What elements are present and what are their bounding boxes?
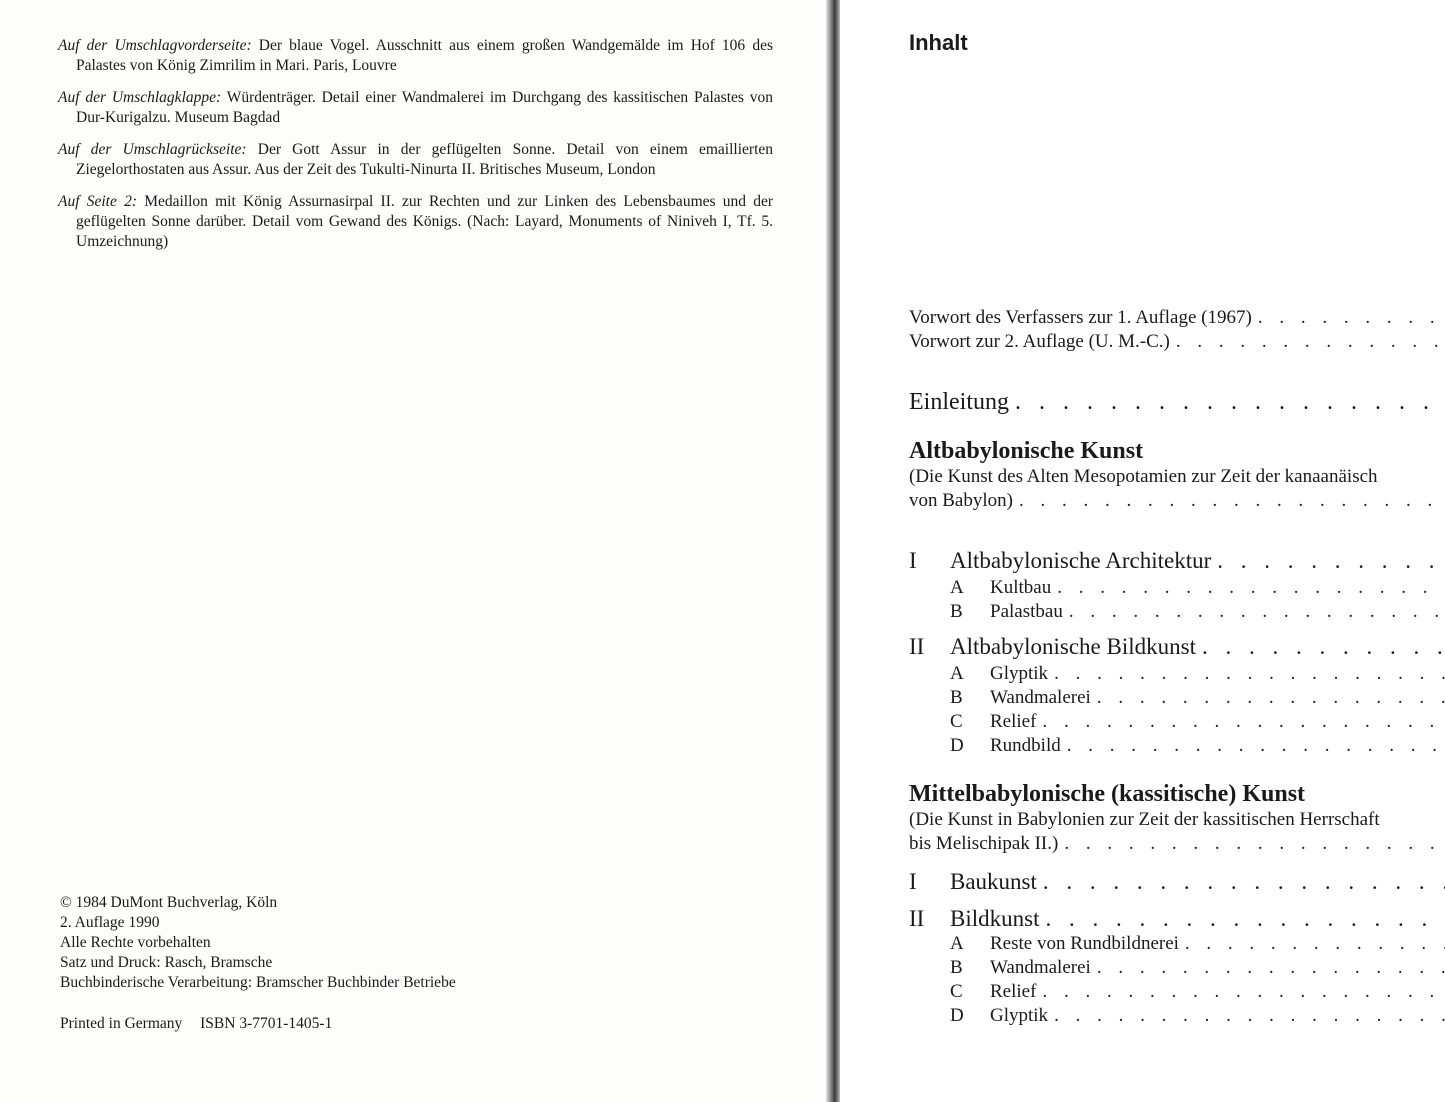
dot-leader (1202, 634, 1445, 660)
item-title: Palastbau (990, 601, 1063, 622)
toc-entry-label: Vorwort des Verfassers zur 1. Auflage (1967) (909, 307, 1252, 328)
toc-item (950, 1005, 1445, 1027)
dot-leader (1054, 1005, 1445, 1027)
toc-entry (909, 490, 1445, 512)
cover-notes (58, 36, 773, 264)
dot-leader (1097, 957, 1445, 979)
item-title: Reste von Rundbildnerei (990, 933, 1179, 954)
isbn-row (60, 1015, 346, 1033)
chapter-title: Baukunst (950, 869, 1037, 894)
toc-entry-label: Einleitung (909, 389, 1009, 415)
dot-leader (1019, 490, 1445, 512)
chapter-title: Altbabylonische Architektur (950, 548, 1212, 573)
chapter-number: I (909, 869, 917, 894)
note-label: Auf der Umschlagklappe: (58, 89, 222, 106)
toc-item (950, 663, 1445, 685)
item-title: Glyptik (990, 1005, 1049, 1026)
item-letter: B (950, 957, 963, 978)
toc-chapter (909, 869, 1445, 895)
item-letter: D (950, 1005, 964, 1026)
imprint (60, 893, 456, 993)
toc-chapter (909, 634, 1445, 660)
item-letter: C (950, 711, 963, 732)
imprint-printing: Satz und Druck: Rasch, Bramsche (60, 954, 273, 971)
item-title: Relief (990, 711, 1037, 732)
toc-entry-label: Vorwort zur 2. Auflage (U. M.-C.) (909, 331, 1170, 352)
toc-title: Inhalt (909, 30, 968, 55)
item-letter: A (950, 663, 964, 684)
dot-leader (1258, 307, 1445, 329)
section-heading: Mittelbabylonische (kassitische) Kunst (909, 781, 1306, 807)
toc-item (950, 711, 1445, 733)
item-title: Glyptik (990, 663, 1049, 684)
chapter-number: II (909, 906, 925, 931)
item-letter: D (950, 735, 964, 756)
dot-leader (1043, 869, 1445, 895)
item-title: Wandmalerei (990, 687, 1091, 708)
item-letter: A (950, 933, 964, 954)
cover-note-back (58, 140, 773, 180)
dot-leader (1057, 577, 1445, 599)
toc-item (950, 735, 1445, 757)
dot-leader (1217, 548, 1445, 574)
imprint-copyright: © 1984 DuMont Buchverlag, Köln (60, 894, 278, 911)
dot-leader (1176, 331, 1445, 353)
note-text: Der Gott Assur in der geflügelten Sonne. Detail von einem emaillierten Ziegelorthostaten aus Assur. Aus der Zeit des Tukulti-Ninurta II. Britisches Museum, London (76, 141, 774, 178)
section-subtitle: (Die Kunst in Babylonien zur Zeit der kassitischen Herrschaft (909, 809, 1380, 830)
note-label: Auf der Umschlagrückseite: (58, 141, 247, 158)
toc-entry (909, 833, 1445, 855)
chapter-title: Altbabylonische Bildkunst (950, 634, 1196, 659)
note-text: Medaillon mit König Assurnasirpal II. zur Rechten und zur Linken des Lebensbaumes und der geflügelten Sonne darüber. Detail vom Gewand des Königs. (Nach: Layard, Monuments of Niniveh I, Tf. 5. Umzeichnung) (76, 193, 773, 250)
section-subtitle: (Die Kunst des Alten Mesopotamien zur Zeit der kanaanäisch (909, 466, 1378, 487)
note-text: Würdenträger. Detail einer Wandmalerei im Durchgang des kassitischen Palastes von Dur-Kurigalzu. Museum Bagdad (76, 89, 773, 126)
section-subtitle-cont: von Babylon) (909, 490, 1013, 511)
section-heading: Altbabylonische Kunst (909, 438, 1144, 464)
chapter-title: Bildkunst (950, 906, 1040, 931)
toc-item (950, 981, 1445, 1003)
chapter-number: I (909, 548, 917, 573)
item-title: Rundbild (990, 735, 1061, 756)
cover-note-flap (58, 88, 773, 128)
imprint-rights: Alle Rechte vorbehalten (60, 934, 211, 951)
item-letter: B (950, 687, 963, 708)
toc-item (950, 601, 1445, 623)
toc-item (950, 687, 1445, 709)
cover-note-front (58, 36, 773, 76)
dot-leader (1042, 981, 1445, 1003)
right-page (840, 0, 1445, 1102)
dot-leader (1015, 389, 1445, 416)
note-text: Der blaue Vogel. Ausschnitt aus einem großen Wandgemälde im Hof 106 des Palastes von König Zimrilim in Mari. Paris, Louvre (76, 37, 773, 74)
dot-leader (1185, 933, 1445, 955)
dot-leader (1097, 687, 1445, 709)
note-label: Auf Seite 2: (58, 193, 137, 210)
item-letter: C (950, 981, 963, 1002)
cover-note-page2 (58, 192, 773, 252)
toc-entry-introduction (909, 389, 1445, 416)
dot-leader (1054, 663, 1445, 685)
dot-leader (1042, 711, 1445, 733)
isbn: ISBN 3-7701-1405-1 (200, 1015, 333, 1032)
chapter-number: II (909, 634, 925, 659)
toc-chapter (909, 548, 1445, 574)
dot-leader (1045, 906, 1445, 932)
note-label: Auf der Umschlagvorderseite: (58, 37, 252, 54)
toc-item (950, 933, 1445, 955)
section-subtitle-cont: bis Melischipak II.) (909, 833, 1059, 854)
toc-entry (909, 307, 1445, 329)
imprint-edition: 2. Auflage 1990 (60, 914, 160, 931)
toc-entry (909, 331, 1445, 353)
dot-leader (1067, 735, 1445, 757)
toc-chapter (909, 906, 1445, 932)
item-title: Relief (990, 981, 1037, 1002)
printed-in: Printed in Germany (60, 1015, 183, 1032)
item-letter: A (950, 577, 964, 598)
item-title: Wandmalerei (990, 957, 1091, 978)
imprint-binding: Buchbinderische Verarbeitung: Bramscher Buchbinder Betriebe (60, 974, 456, 991)
dot-leader (1069, 601, 1445, 623)
dot-leader (1064, 833, 1445, 855)
item-letter: B (950, 601, 963, 622)
toc-item (950, 577, 1445, 599)
item-title: Kultbau (990, 577, 1052, 598)
toc-item (950, 957, 1445, 979)
